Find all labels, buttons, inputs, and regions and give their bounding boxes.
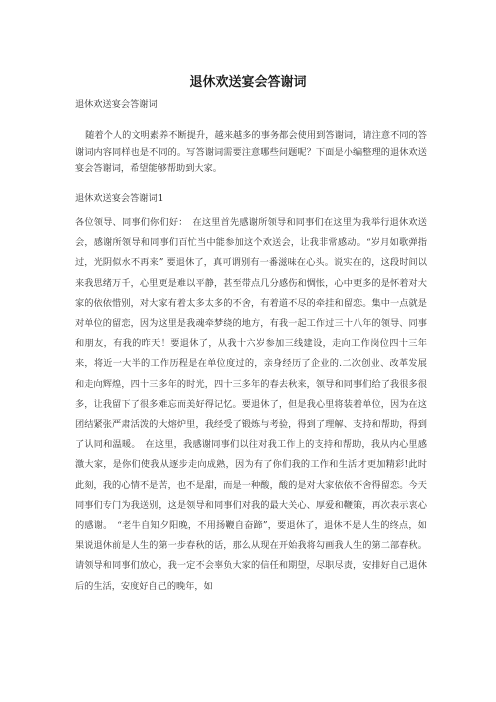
body-paragraph: 各位领导、同事们你们好： 在这里首先感谢所领导和同事们在这里为我举行退休欢送会，感谢所领导和同事们百忙当中能参加这个欢送会，让我非常感动。“岁月如歌弹指过，光阴似水不再来” 要退休了，真可谓别有一番滋味在心头。说实在的，这段时间以来我思绪万千，心里更是难以平静，甚至带点几分感伤和惆怅，心中更多的是怀着对大家的依依惜别，对大家有着太多太多的不舍，有着道不尽的牵挂和留恋。集中一点就是对单位的留恋，因为这里是我魂牵梦绕的地方，有我一起工作过三十八年的领导、同事和朋友，有我的昨天！要退休了，从我十六岁参加三线建设，走向工作岗位四十三年来，将近一大半的工作历程是在单位度过的，亲身经历了企业的.二次创业、改革发展和走向辉煌，四十三多年的时光，四十三多年的春去秋来，领导和同事们给了我很多很多，让我留下了很多难忘而美好得记忆。要退休了，但是我心里将装着单位，因为在这团结紧张严肃活泼的大熔炉里，我经受了锻炼与考验，得到了理解、支持和帮助，得到了认同和温暖。 在这里，我感谢同事们以往对我工作上的支持和帮助，我从内心里感激大家，是你们使我从逐步走向成熟，因为有了你们我的工作和生活才更加精彩!此时此刻，我的心情不是苦，也不是甜，而是一种酸，酸的是对大家依依不舍得留恋。今天同事们专门为我送别，这是领导和同事们对我的最大关心、厚爱和鞭策，再次表示衷心的感谢。 “老牛自知夕阳晚，不用扬鞭自奋蹄”，要退休了，退休不是人生的终点，如果说退休前是人生的第一步春秋的话，那么从现在开始我将勾画我人生的第二部春秋。请领导和同事们放心，我一定不会辜负大家的信任和期望，尽职尽责，安排好自己退休后的生活，安度好自己的晚年，如 <box>75 217 427 592</box>
document-subtitle: 退休欢送宴会答谢词 <box>75 99 158 110</box>
section-heading: 退休欢送宴会答谢词1 <box>75 193 164 204</box>
document-title: 退休欢送宴会答谢词 <box>189 75 307 90</box>
intro-paragraph: 随着个人的文明素养不断提升，越来越多的事务都会使用到答谢词，请注意不同的答谢词内容同样也是不同的。写答谢词需要注意哪些问题呢？下面是小编整理的退休欢送宴会答谢词，希望能够帮助到大家。 <box>75 130 427 174</box>
